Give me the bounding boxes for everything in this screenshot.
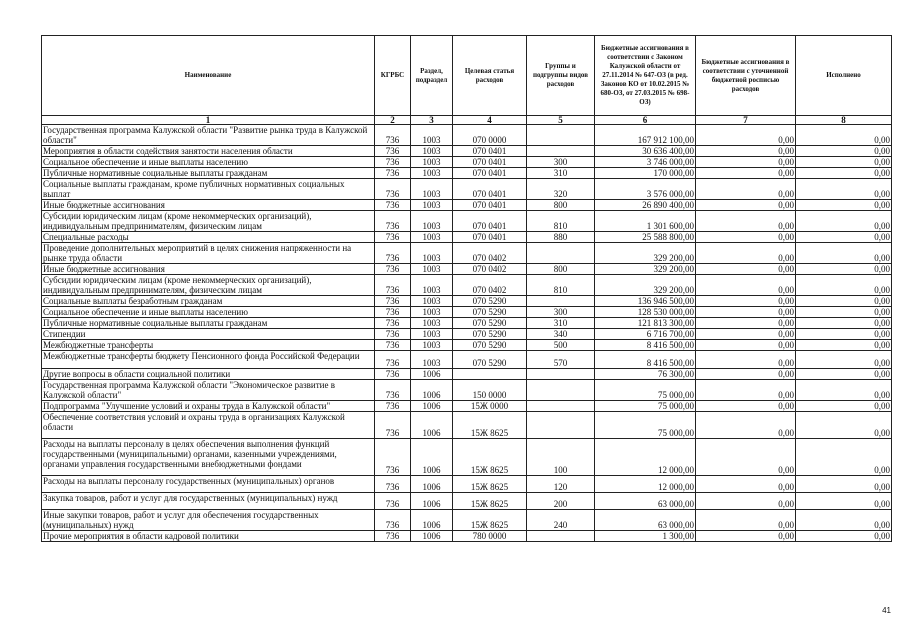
row-law: 329 200,00: [595, 243, 696, 264]
table-row: [42, 369, 892, 380]
row-name: Межбюджетные трансферты: [42, 340, 375, 351]
row-section: 1003: [411, 351, 453, 369]
row-executed: 0,00: [796, 296, 892, 307]
row-executed: 0,00: [796, 439, 892, 476]
row-section: 1003: [411, 200, 453, 211]
row-kgrbs: 736: [375, 211, 411, 232]
row-executed: 0,00: [796, 307, 892, 318]
row-executed: 0,00: [796, 146, 892, 157]
row-section: 1003: [411, 146, 453, 157]
row-refined: 0,00: [696, 232, 796, 243]
row-kgrbs: 736: [375, 439, 411, 476]
budget-document: [41, 35, 891, 542]
row-kgrbs: 736: [375, 493, 411, 510]
table-row: [42, 211, 892, 232]
row-executed: 0,00: [796, 275, 892, 296]
column-number: 3: [411, 116, 453, 125]
header-refined: Бюджетные ассигнования в соответствии с уточненной бюджетной росписью расходов: [696, 36, 796, 116]
row-law: 121 813 300,00: [595, 318, 696, 329]
row-name: Иные закупки товаров, работ и услуг для обеспечения государственных (муниципальных) нужд: [42, 510, 375, 531]
row-law: 1 301 600,00: [595, 211, 696, 232]
row-section: 1006: [411, 531, 453, 542]
row-law: 1 300,00: [595, 531, 696, 542]
table-row: [42, 439, 892, 476]
row-refined: 0,00: [696, 340, 796, 351]
row-refined: 0,00: [696, 146, 796, 157]
row-group: 300: [527, 157, 595, 168]
row-refined: 0,00: [696, 275, 796, 296]
row-group: [527, 146, 595, 157]
row-refined: 0,00: [696, 531, 796, 542]
row-kgrbs: 736: [375, 243, 411, 264]
row-refined: 0,00: [696, 200, 796, 211]
row-name: Субсидии юридическим лицам (кроме некоммерческих организаций), индивидуальным предпринимателям, физическим лицам: [42, 275, 375, 296]
column-number: 4: [453, 116, 527, 125]
row-section: 1006: [411, 412, 453, 439]
row-refined: 0,00: [696, 493, 796, 510]
column-number-row: [42, 116, 892, 125]
row-name: Расходы на выплаты персоналу в целях обеспечения выполнения функций государственными (муниципальными) органами, казенными учреждениями, органами управления государственными внебюджетными фондами: [42, 439, 375, 476]
row-target: 15Ж 8625: [453, 493, 527, 510]
row-group: 810: [527, 275, 595, 296]
row-executed: 0,00: [796, 531, 892, 542]
row-group: 570: [527, 351, 595, 369]
row-section: 1006: [411, 439, 453, 476]
row-refined: 0,00: [696, 307, 796, 318]
row-name: Публичные нормативные социальные выплаты гражданам: [42, 168, 375, 179]
row-refined: 0,00: [696, 243, 796, 264]
row-group: [527, 401, 595, 412]
row-law: 3 746 000,00: [595, 157, 696, 168]
table-row: [42, 125, 892, 146]
row-law: 63 000,00: [595, 510, 696, 531]
row-law: 128 530 000,00: [595, 307, 696, 318]
header-section: Раздел, подраздел: [411, 36, 453, 116]
header-executed: Исполнено: [796, 36, 892, 116]
row-group: [527, 125, 595, 146]
row-executed: 0,00: [796, 125, 892, 146]
row-target: 070 0401: [453, 168, 527, 179]
row-name: Закупка товаров, работ и услуг для государственных (муниципальных) нужд: [42, 493, 375, 510]
row-target: 15Ж 8625: [453, 412, 527, 439]
budget-table: [41, 35, 892, 542]
row-section: 1003: [411, 329, 453, 340]
row-kgrbs: 736: [375, 318, 411, 329]
row-law: 30 636 400,00: [595, 146, 696, 157]
table-row: [42, 146, 892, 157]
header-groups: Группы и подгруппы видов расходов: [527, 36, 595, 116]
table-row: [42, 493, 892, 510]
row-executed: 0,00: [796, 243, 892, 264]
row-group: [527, 380, 595, 401]
row-executed: 0,00: [796, 412, 892, 439]
row-section: 1003: [411, 211, 453, 232]
row-section: 1006: [411, 380, 453, 401]
table-row: [42, 510, 892, 531]
row-section: 1003: [411, 340, 453, 351]
table-row: [42, 157, 892, 168]
row-law: 3 576 000,00: [595, 179, 696, 200]
row-executed: 0,00: [796, 493, 892, 510]
row-refined: 0,00: [696, 296, 796, 307]
row-refined: 0,00: [696, 476, 796, 493]
row-executed: 0,00: [796, 157, 892, 168]
row-refined: 0,00: [696, 439, 796, 476]
row-section: 1003: [411, 243, 453, 264]
table-row: [42, 243, 892, 264]
row-kgrbs: 736: [375, 351, 411, 369]
row-refined: 0,00: [696, 401, 796, 412]
row-law: 8 416 500,00: [595, 340, 696, 351]
row-target: 150 0000: [453, 380, 527, 401]
table-row: [42, 200, 892, 211]
row-target: 070 0402: [453, 243, 527, 264]
row-law: 63 000,00: [595, 493, 696, 510]
table-row: [42, 380, 892, 401]
row-refined: 0,00: [696, 168, 796, 179]
row-kgrbs: 736: [375, 296, 411, 307]
row-section: 1003: [411, 318, 453, 329]
row-target: 070 0401: [453, 157, 527, 168]
row-refined: 0,00: [696, 125, 796, 146]
row-name: Прочие мероприятия в области кадровой политики: [42, 531, 375, 542]
column-number: 7: [696, 116, 796, 125]
row-name: Государственная программа Калужской области "Развитие рынка труда в Калужской области": [42, 125, 375, 146]
row-section: 1003: [411, 168, 453, 179]
table-row: [42, 168, 892, 179]
row-kgrbs: 736: [375, 168, 411, 179]
row-kgrbs: 736: [375, 476, 411, 493]
row-group: 200: [527, 493, 595, 510]
column-number: 1: [42, 116, 375, 125]
row-law: 167 912 100,00: [595, 125, 696, 146]
column-number: 8: [796, 116, 892, 125]
row-executed: 0,00: [796, 264, 892, 275]
row-name: Субсидии юридическим лицам (кроме некоммерческих организаций), индивидуальным предпринимателям, физическим лицам: [42, 211, 375, 232]
row-group: 120: [527, 476, 595, 493]
row-law: 25 588 800,00: [595, 232, 696, 243]
row-target: 070 5290: [453, 340, 527, 351]
row-target: 070 0000: [453, 125, 527, 146]
row-kgrbs: 736: [375, 340, 411, 351]
row-kgrbs: 736: [375, 200, 411, 211]
row-target: 070 0402: [453, 275, 527, 296]
row-executed: 0,00: [796, 369, 892, 380]
row-kgrbs: 736: [375, 232, 411, 243]
table-row: [42, 275, 892, 296]
row-section: 1006: [411, 493, 453, 510]
row-name: Публичные нормативные социальные выплаты гражданам: [42, 318, 375, 329]
row-group: 100: [527, 439, 595, 476]
header-target: Целевая статья расходов: [453, 36, 527, 116]
row-section: 1003: [411, 179, 453, 200]
row-law: 75 000,00: [595, 401, 696, 412]
row-kgrbs: 736: [375, 179, 411, 200]
row-kgrbs: 736: [375, 369, 411, 380]
row-law: 75 000,00: [595, 380, 696, 401]
row-law: 8 416 500,00: [595, 351, 696, 369]
row-law: 329 200,00: [595, 275, 696, 296]
row-target: 070 5290: [453, 318, 527, 329]
row-refined: 0,00: [696, 318, 796, 329]
row-group: 310: [527, 318, 595, 329]
row-name: Иные бюджетные ассигнования: [42, 264, 375, 275]
row-section: 1006: [411, 510, 453, 531]
row-name: Социальные выплаты гражданам, кроме публичных нормативных социальных выплат: [42, 179, 375, 200]
table-row: [42, 412, 892, 439]
row-law: 26 890 400,00: [595, 200, 696, 211]
row-name: Проведение дополнительных мероприятий в целях снижения напряженности на рынке труда области: [42, 243, 375, 264]
row-target: 070 5290: [453, 329, 527, 340]
row-kgrbs: 736: [375, 146, 411, 157]
row-target: 070 5290: [453, 307, 527, 318]
row-name: Другие вопросы в области социальной политики: [42, 369, 375, 380]
row-name: Специальные расходы: [42, 232, 375, 243]
row-group: 340: [527, 329, 595, 340]
row-name: Социальное обеспечение и иные выплаты населению: [42, 307, 375, 318]
row-section: 1003: [411, 232, 453, 243]
row-executed: 0,00: [796, 318, 892, 329]
table-row: [42, 232, 892, 243]
table-row: [42, 264, 892, 275]
row-name: Обеспечение соответствия условий и охраны труда в организациях Калужской области: [42, 412, 375, 439]
row-target: 780 0000: [453, 531, 527, 542]
row-executed: 0,00: [796, 351, 892, 369]
header-row: [42, 36, 892, 116]
table-row: [42, 179, 892, 200]
row-executed: 0,00: [796, 340, 892, 351]
column-number: 5: [527, 116, 595, 125]
row-section: 1006: [411, 369, 453, 380]
row-name: Социальные выплаты безработным гражданам: [42, 296, 375, 307]
row-name: Иные бюджетные ассигнования: [42, 200, 375, 211]
row-target: 15Ж 8625: [453, 439, 527, 476]
table-row: [42, 329, 892, 340]
row-kgrbs: 736: [375, 329, 411, 340]
row-refined: 0,00: [696, 380, 796, 401]
row-group: [527, 531, 595, 542]
column-number: 6: [595, 116, 696, 125]
table-row: [42, 307, 892, 318]
row-kgrbs: 736: [375, 264, 411, 275]
row-law: 170 000,00: [595, 168, 696, 179]
header-law: Бюджетные ассигнования в соответствии с Законом Калужской области от 27.11.2014 № 647-ОЗ (в ред. Законов КО от 10.02.2015 № 680-ОЗ, от 27.03.2015 № 698-ОЗ): [595, 36, 696, 116]
row-group: [527, 296, 595, 307]
row-kgrbs: 736: [375, 380, 411, 401]
row-executed: 0,00: [796, 179, 892, 200]
row-law: 136 946 500,00: [595, 296, 696, 307]
row-group: [527, 243, 595, 264]
row-kgrbs: 736: [375, 412, 411, 439]
row-law: 6 716 700,00: [595, 329, 696, 340]
table-row: [42, 318, 892, 329]
table-row: [42, 351, 892, 369]
row-group: 300: [527, 307, 595, 318]
table-row: [42, 476, 892, 493]
row-refined: 0,00: [696, 351, 796, 369]
row-target: 070 5290: [453, 351, 527, 369]
row-target: 070 0402: [453, 264, 527, 275]
row-refined: 0,00: [696, 329, 796, 340]
row-law: 12 000,00: [595, 439, 696, 476]
table-row: [42, 340, 892, 351]
row-refined: 0,00: [696, 264, 796, 275]
row-executed: 0,00: [796, 200, 892, 211]
row-group: 240: [527, 510, 595, 531]
row-section: 1003: [411, 157, 453, 168]
row-law: 75 000,00: [595, 412, 696, 439]
row-name: Стипендии: [42, 329, 375, 340]
row-name: Расходы на выплаты персоналу государственных (муниципальных) органов: [42, 476, 375, 493]
row-target: 070 0401: [453, 211, 527, 232]
row-kgrbs: 736: [375, 275, 411, 296]
row-section: 1006: [411, 476, 453, 493]
header-name: Наименование: [42, 36, 375, 116]
row-refined: 0,00: [696, 369, 796, 380]
table-row: [42, 296, 892, 307]
row-refined: 0,00: [696, 179, 796, 200]
row-name: Межбюджетные трансферты бюджету Пенсионного фонда Российской Федерации: [42, 351, 375, 369]
row-refined: 0,00: [696, 157, 796, 168]
row-group: 310: [527, 168, 595, 179]
header-kgrbs: КГРБС: [375, 36, 411, 116]
row-target: 15Ж 8625: [453, 476, 527, 493]
row-refined: 0,00: [696, 211, 796, 232]
row-group: 800: [527, 264, 595, 275]
row-law: 329 200,00: [595, 264, 696, 275]
row-target: [453, 369, 527, 380]
row-name: Социальное обеспечение и иные выплаты населению: [42, 157, 375, 168]
row-section: 1003: [411, 264, 453, 275]
row-group: 800: [527, 200, 595, 211]
table-row: [42, 531, 892, 542]
row-target: 070 0401: [453, 146, 527, 157]
row-kgrbs: 736: [375, 510, 411, 531]
row-section: 1006: [411, 401, 453, 412]
row-name: Государственная программа Калужской области "Экономическое развитие в Калужской области": [42, 380, 375, 401]
row-executed: 0,00: [796, 401, 892, 412]
row-target: 15Ж 8625: [453, 510, 527, 531]
row-group: [527, 412, 595, 439]
row-refined: 0,00: [696, 412, 796, 439]
column-number: 2: [375, 116, 411, 125]
row-group: 810: [527, 211, 595, 232]
row-group: 880: [527, 232, 595, 243]
row-refined: 0,00: [696, 510, 796, 531]
row-target: 15Ж 0000: [453, 401, 527, 412]
row-name: Подпрограмма "Улучшение условий и охраны труда в Калужской области": [42, 401, 375, 412]
row-executed: 0,00: [796, 476, 892, 493]
row-kgrbs: 736: [375, 531, 411, 542]
row-name: Мероприятия в области содействия занятости населения области: [42, 146, 375, 157]
row-section: 1003: [411, 125, 453, 146]
row-executed: 0,00: [796, 380, 892, 401]
row-group: 500: [527, 340, 595, 351]
row-kgrbs: 736: [375, 307, 411, 318]
row-kgrbs: 736: [375, 157, 411, 168]
row-executed: 0,00: [796, 211, 892, 232]
row-kgrbs: 736: [375, 125, 411, 146]
row-section: 1003: [411, 307, 453, 318]
row-executed: 0,00: [796, 329, 892, 340]
row-section: 1003: [411, 296, 453, 307]
page-number: 41: [882, 606, 891, 615]
row-section: 1003: [411, 275, 453, 296]
row-executed: 0,00: [796, 168, 892, 179]
row-executed: 0,00: [796, 232, 892, 243]
row-law: 76 300,00: [595, 369, 696, 380]
row-law: 12 000,00: [595, 476, 696, 493]
row-kgrbs: 736: [375, 401, 411, 412]
row-target: 070 0401: [453, 200, 527, 211]
row-target: 070 5290: [453, 296, 527, 307]
row-group: 320: [527, 179, 595, 200]
row-target: 070 0401: [453, 232, 527, 243]
table-row: [42, 401, 892, 412]
row-executed: 0,00: [796, 510, 892, 531]
row-target: 070 0401: [453, 179, 527, 200]
row-group: [527, 369, 595, 380]
